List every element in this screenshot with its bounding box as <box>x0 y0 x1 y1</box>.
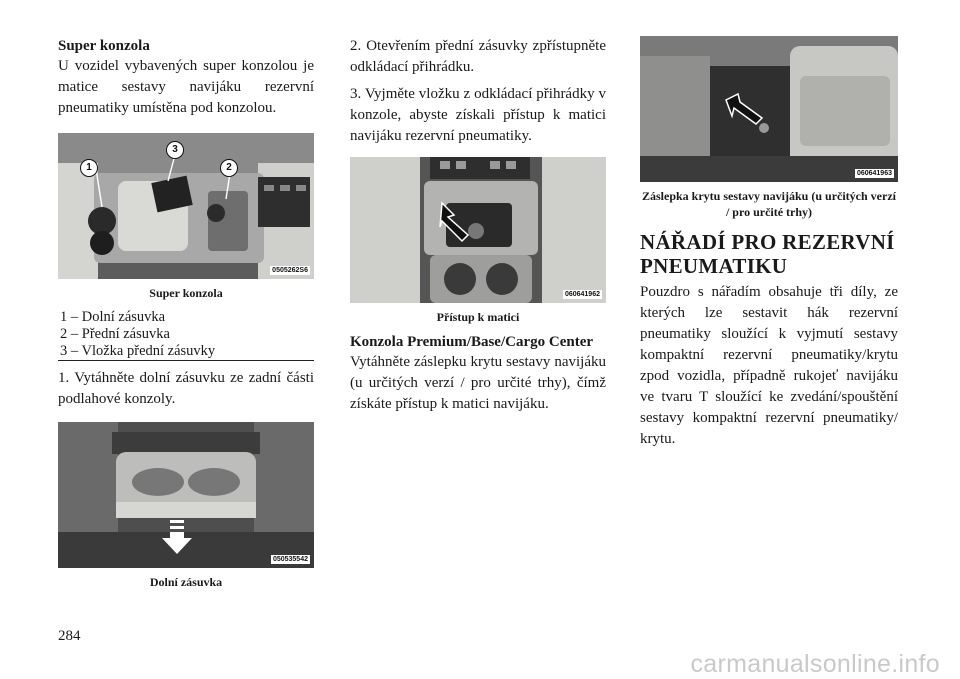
konzola-premium-paragraph: Vytáhněte záslepku krytu sestavy navijáku (u určitých verzí / pro určité trhy), čímž získáte přístup k matici navijáku. <box>350 354 606 412</box>
figure-caption: Přístup k matici <box>436 310 520 324</box>
callout-2: 2 <box>220 159 238 177</box>
step-3: 3. Vyjměte vložku z odkládací přihrádky v konzole, abyste získali přístup k matici navijáku rezervní pneumatiky. <box>350 86 606 144</box>
callout-1: 1 <box>80 159 98 177</box>
legend-item: 1 – Dolní zásuvka <box>60 309 166 325</box>
step-1: 1. Vytáhněte dolní zásuvku ze zadní části podlahové konzoly. <box>58 370 314 407</box>
legend-item: 3 – Vložka přední zásuvky <box>60 343 216 359</box>
figure-dolni-zasuvka <box>58 422 314 568</box>
column-2 <box>350 36 606 415</box>
site-watermark: carmanualsonline.info <box>690 650 940 678</box>
console-photo <box>58 133 314 279</box>
cover-plug-photo <box>640 36 898 182</box>
step-2: 2. Otevřením přední zásuvky zpřístupněte odkládací přihrádku. <box>350 38 606 75</box>
figure-code: 060641962 <box>564 291 600 298</box>
figure-caption: Super konzola <box>149 286 223 300</box>
figure-super-konzola <box>58 133 314 279</box>
figure-pristup-k-matici <box>350 157 606 303</box>
legend-item: 2 – Přední zásuvka <box>60 326 170 342</box>
column-1 <box>58 36 314 598</box>
nut-access-photo <box>350 157 606 303</box>
figure-legend <box>58 309 314 361</box>
column-3 <box>640 36 898 450</box>
figure-zaslepka-krytu <box>640 36 898 182</box>
figure-code: 050535542 <box>272 556 308 563</box>
figure-code: 0505262S6 <box>272 267 308 274</box>
section-heading-konzola-premium: Konzola Premium/Base/Cargo Center <box>350 334 594 350</box>
figure-caption: Záslepka krytu sestavy navijáku (u určitých verzí / pro určité trhy) <box>641 189 896 219</box>
figure-code: 060641963 <box>856 170 892 177</box>
naradi-paragraph: Pouzdro s nářadím obsahuje tři díly, ze kterých lze sestavit hák rezervní pneumatiky sloužící k vyjmutí sestavy kompaktní rezervní pneumatiky/krytu zpod vozidla, případně rukojeť navijáku ve tvaru T sloužící ke zvedání/spouštění sestavy kompaktní rezervní pneumatiky/ krytu. <box>640 284 898 447</box>
callout-3: 3 <box>166 141 184 159</box>
page-number: 284 <box>58 628 81 644</box>
figure-caption: Dolní zásuvka <box>149 575 223 589</box>
section-heading-super-konzola: Super konzola <box>58 38 150 54</box>
drawer-photo <box>58 422 314 568</box>
section-heading-naradi: NÁŘADÍ PRO REZERVNÍ PNEUMATIKU <box>640 230 895 278</box>
intro-paragraph: U vozidel vybavených super konzolou je matice sestavy navijáku rezervní pneumatiky umístěna pod konzolou. <box>58 58 314 116</box>
